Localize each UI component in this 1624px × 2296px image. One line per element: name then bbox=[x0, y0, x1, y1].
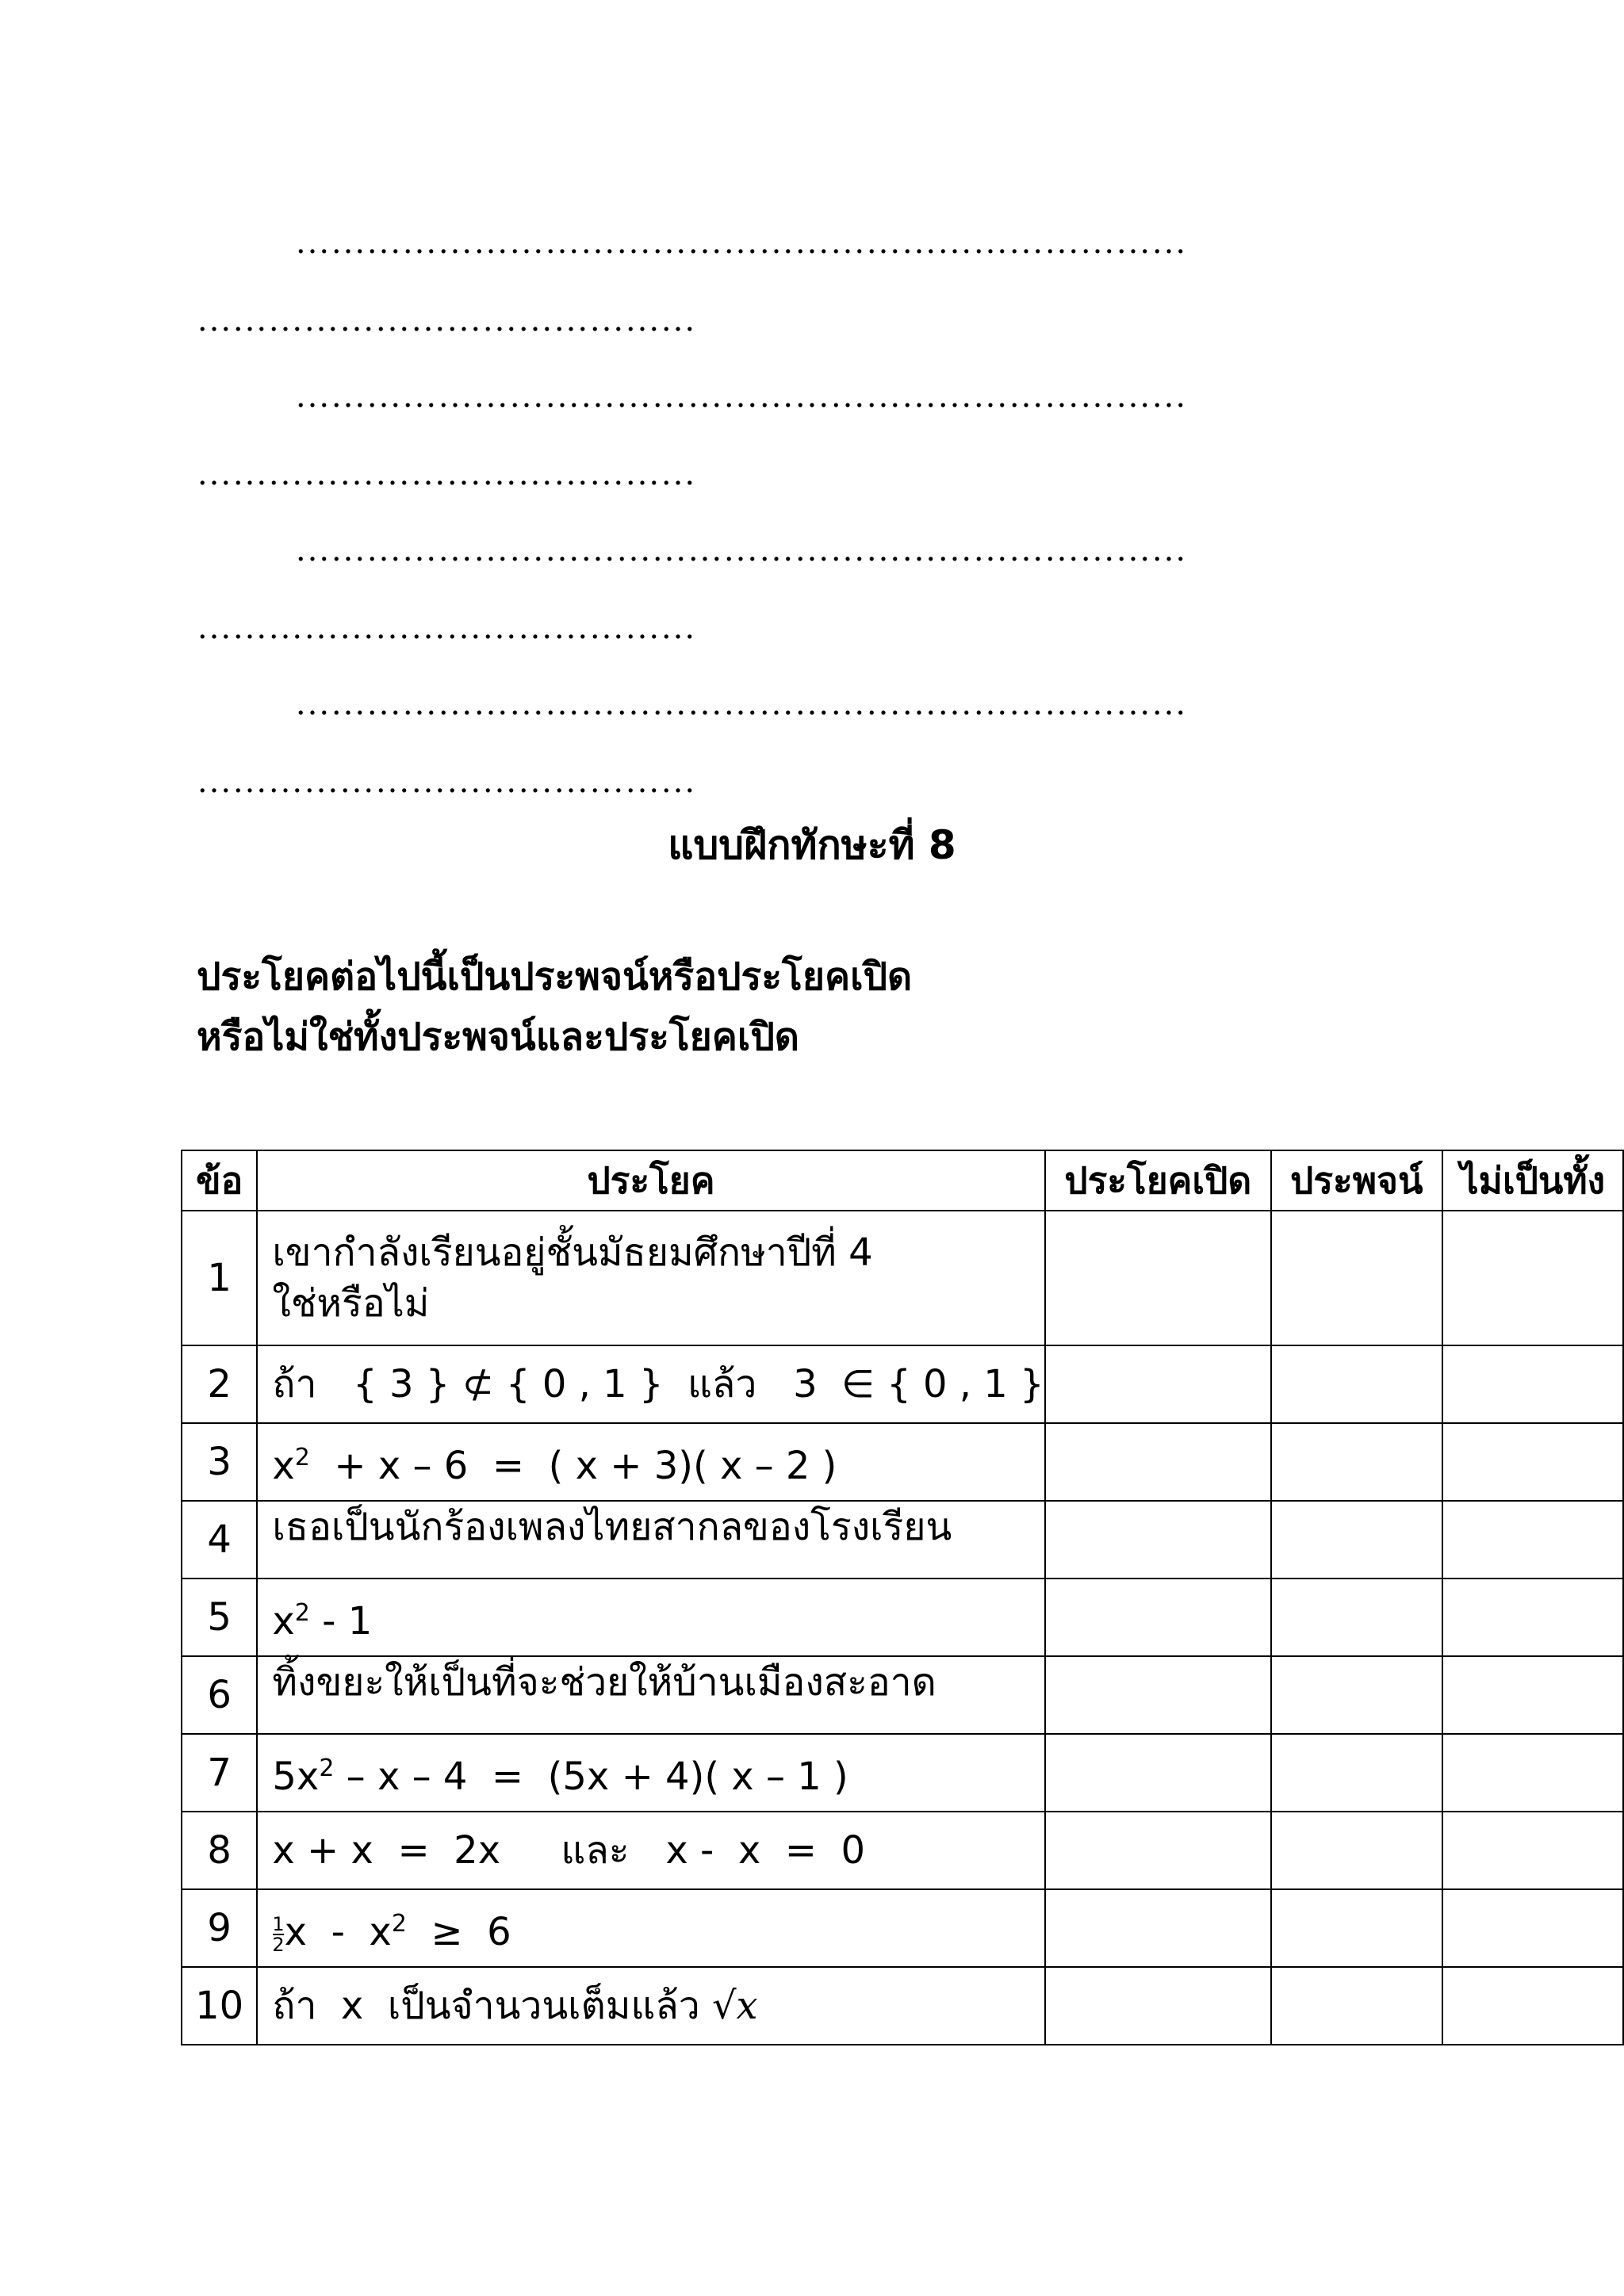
answer-cell-neither[interactable] bbox=[1442, 1967, 1623, 2045]
table-row bbox=[182, 1423, 1623, 1501]
row-sentence bbox=[257, 1967, 1044, 2045]
answer-cell-proposition[interactable] bbox=[1271, 1734, 1442, 1812]
row-number: 5 bbox=[182, 1578, 257, 1656]
sentence-line: เขากำลังเรียนอยู่ชั้นมัธยมศึกษาปีที่ 4 bbox=[272, 1230, 873, 1275]
answer-cell-neither[interactable] bbox=[1442, 1734, 1623, 1812]
answer-cell-proposition[interactable] bbox=[1271, 1812, 1442, 1889]
answer-cell-proposition[interactable] bbox=[1271, 1211, 1442, 1345]
answer-line-indented: ………………………………………………………………… bbox=[295, 683, 1187, 722]
table-row bbox=[182, 1656, 1623, 1734]
table-row bbox=[182, 1211, 1623, 1345]
table-header-row bbox=[182, 1150, 1623, 1211]
row-number: 8 bbox=[182, 1812, 257, 1889]
fraction-numerator: 1 bbox=[272, 1913, 285, 1935]
header-sentence: ประโยค bbox=[257, 1150, 1044, 1211]
answer-cell-neither[interactable] bbox=[1442, 1889, 1623, 1967]
header-neither: ไม่เป็นทั้ง bbox=[1442, 1150, 1623, 1211]
question-line-2: หรือไม่ใช่ทั้งประพจน์และประโยคเปิด bbox=[197, 1015, 799, 1059]
exponent: 2 bbox=[391, 1910, 407, 1938]
table-row bbox=[182, 1578, 1623, 1656]
answer-cell-proposition[interactable] bbox=[1271, 1578, 1442, 1656]
row-sentence bbox=[257, 1423, 1044, 1501]
answer-cell-proposition[interactable] bbox=[1271, 1423, 1442, 1501]
expr-part: x - x bbox=[284, 1910, 392, 1954]
answer-cell-proposition[interactable] bbox=[1271, 1501, 1442, 1578]
answer-line-continued: …………………………………… bbox=[197, 761, 696, 800]
answer-line-indented: ………………………………………………………………… bbox=[295, 530, 1187, 568]
answer-cell-neither[interactable] bbox=[1442, 1423, 1623, 1501]
answer-cell-open[interactable] bbox=[1045, 1501, 1271, 1578]
table-row bbox=[182, 1345, 1623, 1423]
answer-cell-neither[interactable] bbox=[1442, 1578, 1623, 1656]
answer-cell-proposition[interactable] bbox=[1271, 1889, 1442, 1967]
exercise-title: แบบฝึกทักษะที่ 8 bbox=[668, 822, 956, 868]
expr-part: ถ้า x เป็นจำนวนเต็มแล้ว bbox=[272, 1984, 712, 2028]
row-number: 9 bbox=[182, 1889, 257, 1967]
row-number: 3 bbox=[182, 1423, 257, 1501]
expr-part: – x – 4 = (5x + 4)( x – 1 ) bbox=[334, 1755, 848, 1799]
table-row bbox=[182, 1501, 1623, 1578]
table-row bbox=[182, 1889, 1623, 1967]
answer-cell-proposition[interactable] bbox=[1271, 1656, 1442, 1734]
answer-cell-neither[interactable] bbox=[1442, 1656, 1623, 1734]
answer-line-continued: …………………………………… bbox=[197, 453, 696, 492]
row-sentence bbox=[257, 1734, 1044, 1812]
exponent: 2 bbox=[294, 1444, 310, 1471]
row-number: 1 bbox=[182, 1211, 257, 1345]
answer-cell-neither[interactable] bbox=[1442, 1501, 1623, 1578]
header-open-sentence: ประโยคเปิด bbox=[1045, 1150, 1271, 1211]
row-sentence bbox=[257, 1211, 1044, 1345]
answer-cell-open[interactable] bbox=[1045, 1734, 1271, 1812]
answer-cell-open[interactable] bbox=[1045, 1889, 1271, 1967]
exponent: 2 bbox=[319, 1755, 335, 1782]
exponent: 2 bbox=[294, 1599, 310, 1627]
answer-cell-neither[interactable] bbox=[1442, 1211, 1623, 1345]
expr-part: + x – 6 = ( x + 3)( x – 2 ) bbox=[309, 1444, 837, 1488]
answer-line-indented: ………………………………………………………………… bbox=[295, 376, 1187, 415]
row-sentence bbox=[257, 1889, 1044, 1967]
expr-part: - 1 bbox=[309, 1599, 373, 1644]
row-number: 6 bbox=[182, 1656, 257, 1734]
answer-line-continued: …………………………………… bbox=[197, 607, 696, 646]
answer-cell-open[interactable] bbox=[1045, 1967, 1271, 2045]
row-sentence: x + x = 2x และ x - x = 0 bbox=[257, 1812, 1044, 1889]
row-number: 10 bbox=[182, 1967, 257, 2045]
fraction-one-half bbox=[272, 1915, 284, 1954]
row-number: 2 bbox=[182, 1345, 257, 1423]
expr-part: x bbox=[272, 1599, 295, 1644]
fraction-denominator: 2 bbox=[272, 1934, 285, 1956]
expr-part: 5x bbox=[272, 1755, 320, 1799]
row-number: 7 bbox=[182, 1734, 257, 1812]
answer-cell-open[interactable] bbox=[1045, 1578, 1271, 1656]
header-item-number: ข้อ bbox=[182, 1150, 257, 1211]
answer-cell-neither[interactable] bbox=[1442, 1345, 1623, 1423]
answer-cell-open[interactable] bbox=[1045, 1345, 1271, 1423]
answer-cell-open[interactable] bbox=[1045, 1423, 1271, 1501]
table-row bbox=[182, 1812, 1623, 1889]
answer-line-indented: ………………………………………………………………… bbox=[295, 222, 1187, 261]
expr-part: ≥ 6 bbox=[406, 1910, 511, 1954]
row-sentence: ทิ้งขยะให้เป็นที่จะช่วยให้บ้านเมืองสะอาด bbox=[257, 1656, 1044, 1734]
table-row bbox=[182, 1734, 1623, 1812]
answer-cell-open[interactable] bbox=[1045, 1812, 1271, 1889]
row-sentence: ถ้า { 3 } ⊄ { 0 , 1 } แล้ว 3 ∈ { 0 , 1 } bbox=[257, 1345, 1044, 1423]
answer-cell-open[interactable] bbox=[1045, 1211, 1271, 1345]
answer-line-continued: …………………………………… bbox=[197, 300, 696, 339]
expr-part: x bbox=[272, 1444, 295, 1488]
sqrt-expression: √x bbox=[711, 1984, 758, 2028]
answer-cell-open[interactable] bbox=[1045, 1656, 1271, 1734]
exercise-table bbox=[181, 1150, 1624, 2045]
table-row bbox=[182, 1967, 1623, 2045]
answer-cell-neither[interactable] bbox=[1442, 1812, 1623, 1889]
row-number: 4 bbox=[182, 1501, 257, 1578]
answer-cell-proposition[interactable] bbox=[1271, 1345, 1442, 1423]
answer-cell-proposition[interactable] bbox=[1271, 1967, 1442, 2045]
row-sentence bbox=[257, 1578, 1044, 1656]
sentence-line: ใช่หรือไม่ bbox=[272, 1281, 430, 1326]
header-proposition: ประพจน์ bbox=[1271, 1150, 1442, 1211]
question-line-1: ประโยคต่อไปนี้เป็นประพจน์หรือประโยคเปิด bbox=[197, 955, 913, 999]
row-sentence: เธอเป็นนักร้องเพลงไทยสากลของโรงเรียน bbox=[257, 1501, 1044, 1578]
